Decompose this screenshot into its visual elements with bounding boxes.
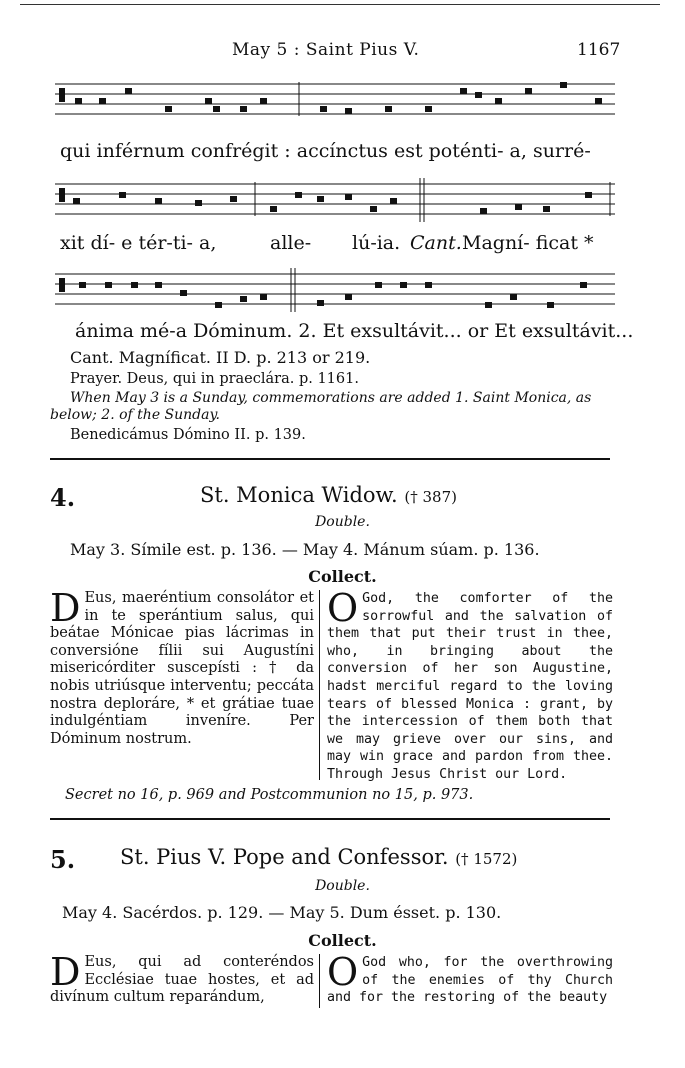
pius-collect-english [327,950,613,1008]
rubric-benedicamus: Benedicámus Dómino II. p. 139. [70,427,306,443]
monica-title [200,483,457,507]
monica-latin-text: Eus, maeréntium consolátor et in te sperántium salus, qui beátae Mónicae pias lácrimas in conversióne fílii sui Augustíni misericórditer suscepísti : † da nobis utriúsque interventu; peccáta nostra deploráre, * et grátiae tuae indulgéntiam inveníre. Per Dóminum nostrum. [50,590,314,747]
header-title: May 5 : Saint Pius V. [232,40,420,60]
monica-number: 4. [50,483,76,512]
column-divider [319,954,320,1008]
monica-collect-latin [50,586,314,770]
chant-lyric-3: ánima mé-a Dóminum. 2. Et exsultávit... or Et exsultávit... [75,320,634,342]
pius-latin-text: Eus, qui ad conteréndos Ecclésiae tuae hostes, et ad divínum cultum reparándum, [50,954,314,1006]
monica-english-dropcap: O [327,586,359,630]
monica-secret: Secret no 16, p. 969 and Postcommunion no 15, p. 973. [65,787,474,803]
monica-title-text: St. Monica Widow. [200,483,398,507]
lyric-2a: xit dí- e tér-ti- a, [60,232,217,254]
rubric-when: When May 3 is a Sunday, commemorations are added 1. Saint Monica, as below; 2. of the Sunday. [50,390,592,423]
monica-latin-dropcap: D [50,586,81,630]
lyric-2-cant: Cant. [410,232,462,254]
pius-latin-dropcap: D [50,950,81,994]
pius-collect-heading: Collect. [308,931,377,950]
monica-collect-heading: Collect. [308,567,377,586]
rubric-prayer: Prayer. Deus, qui in praeclára. p. 1161. [70,371,359,387]
pius-refs: May 4. Sacérdos. p. 129. — May 5. Dum ésset. p. 130. [62,903,502,922]
section-rule [50,818,610,820]
monica-dagger: († 387) [404,488,457,506]
section-rule [50,458,610,460]
lyric-2d: Magní- ficat * [462,232,594,254]
rubric-cant: Cant. Magníficat. II D. p. 213 or 219. [70,348,371,367]
lyric-2c: lú-ia. [352,232,401,254]
monica-english-text: God, the comforter of the sorrowful and the salvation of them that put their trust in thee, who, in bringing about the conversion of her son Augustine, hadst merciful regard to the loving tears of blessed Monica : grant, by the intercession of them both that we may grieve over our sins, and may win grace and pardon from thee. Through Jesus Christ our Lord. [327,591,613,782]
column-divider [319,590,320,780]
lyric-2b: alle- [270,232,312,254]
pius-collect-latin [50,950,314,1008]
monica-collect-english [327,586,613,782]
page-number: 1167 [577,40,621,60]
monica-rank: Double. [315,514,370,530]
pius-rank: Double. [315,878,370,894]
pius-number: 5. [50,845,76,874]
pius-dagger: († 1572) [455,850,518,868]
chant-lyric-1: qui inférnum confrégit : accínctus est poténti- a, surré- [60,140,591,162]
chant-staff-2 [55,178,615,222]
chant-staff-3 [55,268,615,312]
pius-english-text: God who, for the overthrowing of the enemies of thy Church and for the restoring of the beauty [327,955,613,1006]
top-rule [20,4,660,5]
monica-refs: May 3. Símile est. p. 136. — May 4. Mánum súam. p. 136. [70,540,540,559]
pius-title-text: St. Pius V. Pope and Confessor. [120,845,449,869]
pius-title [120,845,517,869]
chant-staff-1 [55,78,615,122]
pius-english-dropcap: O [327,950,359,994]
